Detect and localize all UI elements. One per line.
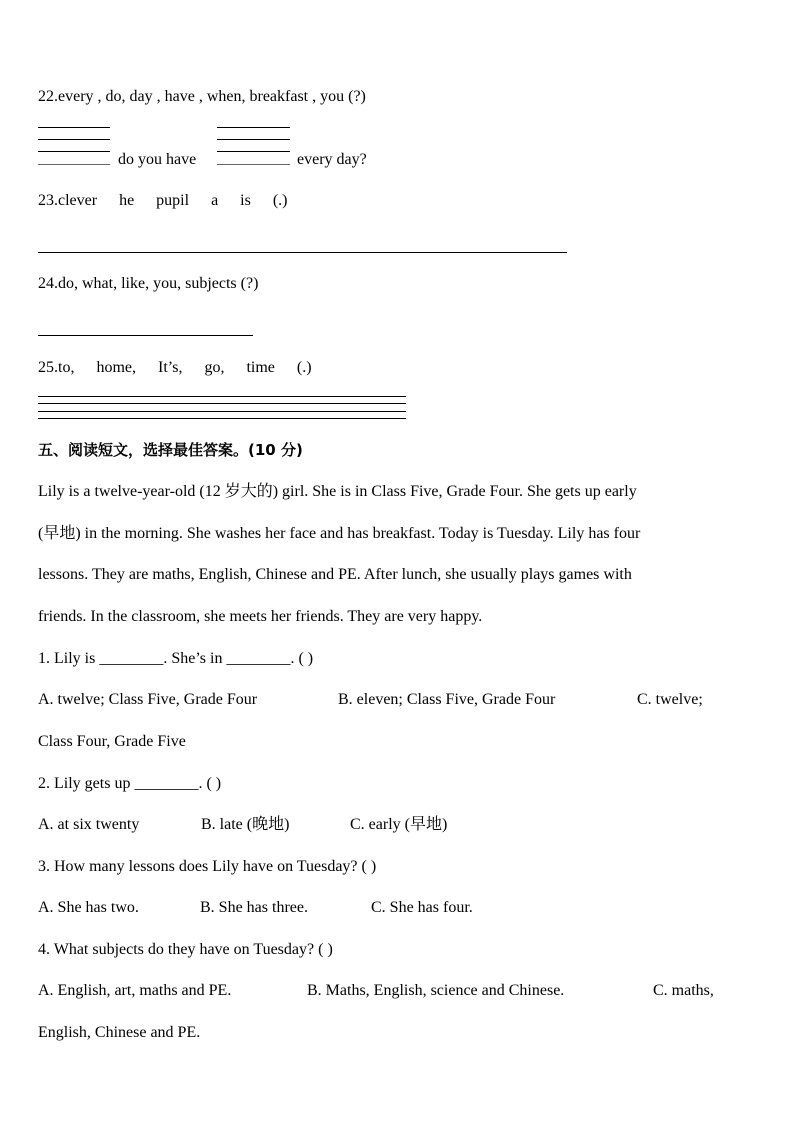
question-1: 1. Lily is ________. She’s in ________. ( ) [38,650,314,667]
answer-blank [38,139,110,140]
answer-blank [217,139,290,140]
answer-blank [217,151,290,152]
q24-prompt: 24.do, what, like, you, subjects (?) [38,275,259,292]
question-3: 3. How many lessons does Lily have on Tuesday? ( ) [38,858,377,875]
option-a: A. twelve; Class Five, Grade Four [38,691,258,708]
option-a: A. English, art, maths and PE. [38,982,232,999]
option-c: C. early (早地) [350,816,448,833]
option-a: A. She has two. [38,899,139,916]
section-heading: 五、阅读短文，选择最佳答案。(10 分) [38,441,303,459]
option-a: A. at six twenty [38,816,140,833]
option-c-continued: Class Four, Grade Five [38,733,186,750]
question-4: 4. What subjects do they have on Tuesday? ( ) [38,941,333,958]
passage-line: friends. In the classroom, she meets her friends. They are very happy. [38,608,483,625]
q22-mid-text: do you have [118,151,197,168]
answer-line [38,396,406,397]
answer-blank [217,127,290,128]
q22-prompt: 22.every , do, day , have , when, breakfast , you (?) [38,88,366,105]
answer-blank [217,164,290,165]
option-b: B. She has three. [200,899,308,916]
option-c: C. maths, [653,982,714,999]
answer-blank [38,164,110,165]
q22-end-text: every day? [297,151,367,168]
answer-line [38,335,253,336]
answer-blank [38,151,110,152]
answer-line [38,403,406,404]
option-c-continued: English, Chinese and PE. [38,1024,201,1041]
option-c: C. She has four. [371,899,473,916]
passage-line: (早地) in the morning. She washes her face and has breakfast. Today is Tuesday. Lily has four [38,525,641,542]
option-b: B. eleven; Class Five, Grade Four [338,691,556,708]
q25-prompt: 25.to, home, It’s, go, time (.) [38,359,312,376]
question-2: 2. Lily gets up ________. ( ) [38,775,222,792]
option-b: B. Maths, English, science and Chinese. [307,982,565,999]
q23-prompt: 23.clever he pupil a is (.) [38,192,288,209]
passage-line: lessons. They are maths, English, Chinese and PE. After lunch, she usually plays games with [38,566,632,583]
option-c: C. twelve; [637,691,703,708]
answer-line [38,418,406,419]
answer-blank [38,127,110,128]
passage-line: Lily is a twelve-year-old (12 岁大的) girl. She is in Class Five, Grade Four. She gets up early [38,483,637,500]
answer-line [38,252,567,253]
option-b: B. late (晚地) [201,816,290,833]
answer-line [38,411,406,412]
